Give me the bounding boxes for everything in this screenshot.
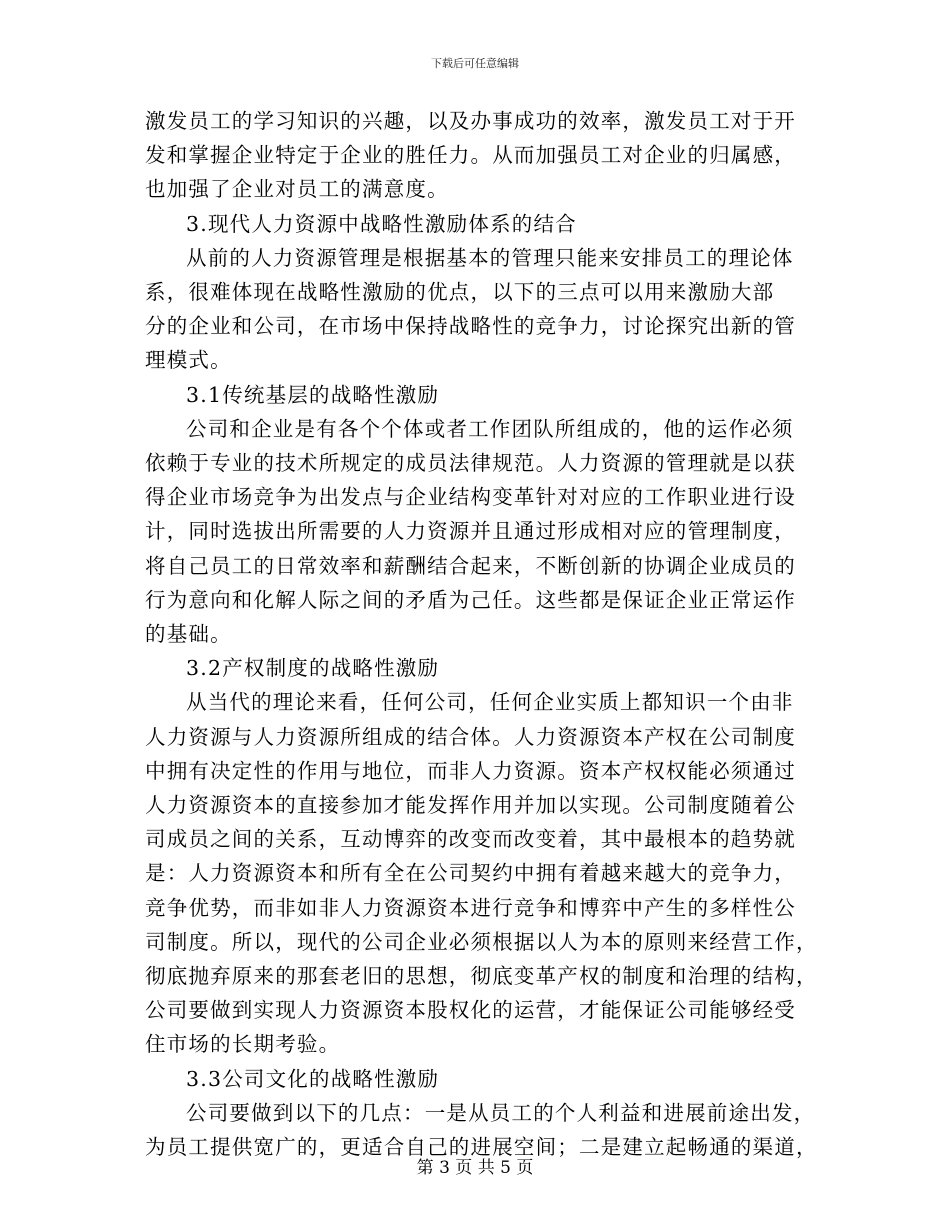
text-line: 中拥有决定性的作用与地位，而非人力资源。资本产权权能必须通过 bbox=[145, 758, 796, 783]
text-line: 公司和企业是有各个个体或者工作团队所组成的，他的运作必须 bbox=[186, 416, 794, 441]
text-line: 从前的人力资源管理是根据基本的管理只能来安排员工的理论体 bbox=[186, 245, 794, 270]
section-heading-3-3: 3.3公司文化的战略性激励 bbox=[186, 1066, 440, 1091]
text-line: 行为意向和化解人际之间的矛盾为己任。这些都是保证企业正常运作 bbox=[145, 587, 796, 612]
paragraph-section-3-1 bbox=[145, 412, 815, 651]
text-line: 公司要做到实现人力资源资本股权化的运营，才能保证公司能够经受 bbox=[145, 998, 796, 1023]
paragraph-section-3 bbox=[145, 241, 815, 378]
text-line: 从当代的理论来看，任何公司，任何企业实质上都知识一个由非 bbox=[186, 690, 794, 715]
text-line: 公司要做到以下的几点：一是从员工的个人利益和进展前途出发， bbox=[186, 1100, 816, 1125]
text-line: 人力资源与人力资源所组成的结合体。人力资源资本产权在公司制度 bbox=[145, 724, 796, 749]
document-body bbox=[145, 104, 818, 1164]
paragraph-section-3-2 bbox=[145, 685, 818, 1061]
text-line: 的基础。 bbox=[145, 622, 232, 647]
text-line: 理模式。 bbox=[145, 348, 232, 373]
text-line: 住市场的长期考验。 bbox=[145, 1032, 341, 1057]
text-line: 将自己员工的日常效率和薪酬结合起来，不断创新的协调企业成员的 bbox=[145, 553, 796, 578]
text-line: 人力资源资本的直接参加才能发挥作用并加以实现。公司制度随着公 bbox=[145, 793, 796, 818]
text-line: 得企业市场竞争为出发点与企业结构变革针对对应的工作职业进行设 bbox=[145, 485, 796, 510]
page-number-footer: 第 3 页 共 5 页 bbox=[416, 1158, 534, 1178]
text-line: 是：人力资源资本和所有全在公司契约中拥有着越来越大的竞争力， bbox=[145, 861, 796, 886]
page-header: 下载后可任意编辑 bbox=[431, 57, 519, 70]
text-line: 也加强了企业对员工的满意度。 bbox=[145, 177, 449, 202]
text-line: 竞争优势，而非如非人力资源资本进行竞争和博弈中产生的多样性公 bbox=[145, 895, 796, 920]
text-line: 为员工提供宽广的，更适合自己的进展空间；二是建立起畅通的渠道， bbox=[145, 1135, 818, 1160]
text-line: 计，同时选拔出所需要的人力资源并且通过形成相对应的管理制度， bbox=[145, 519, 796, 544]
text-line: 彻底抛弃原来的那套老旧的思想，彻底变革产权的制度和治理的结构， bbox=[145, 964, 818, 989]
text-line: 分的企业和公司，在市场中保持战略性的竞争力，讨论探究出新的管 bbox=[145, 314, 796, 339]
text-line: 依赖于专业的技术所规定的成员法律规范。人力资源的管理就是以获 bbox=[145, 451, 796, 476]
text-line: 司制度。所以，现代的公司企业必须根据以人为本的原则来经营工作， bbox=[145, 929, 818, 954]
text-line: 激发员工的学习知识的兴趣，以及办事成功的效率，激发员工对于开 bbox=[145, 109, 796, 133]
text-line: 系，很难体现在战略性激励的优点，以下的三点可以用来激励大部 bbox=[145, 280, 775, 305]
text-line: 司成员之间的关系，互动博弈的改变而改变着，其中最根本的趋势就 bbox=[145, 827, 796, 852]
text-line: 发和掌握企业特定于企业的胜任力。从而加强员工对企业的归属感， bbox=[145, 143, 796, 168]
section-heading-3-2: 3.2产权制度的战略性激励 bbox=[186, 656, 440, 681]
section-heading-3: 3.现代人力资源中战略性激励体系的结合 bbox=[186, 211, 577, 236]
paragraph-continuation bbox=[145, 104, 815, 207]
section-heading-3-1: 3.1传统基层的战略性激励 bbox=[186, 382, 440, 407]
